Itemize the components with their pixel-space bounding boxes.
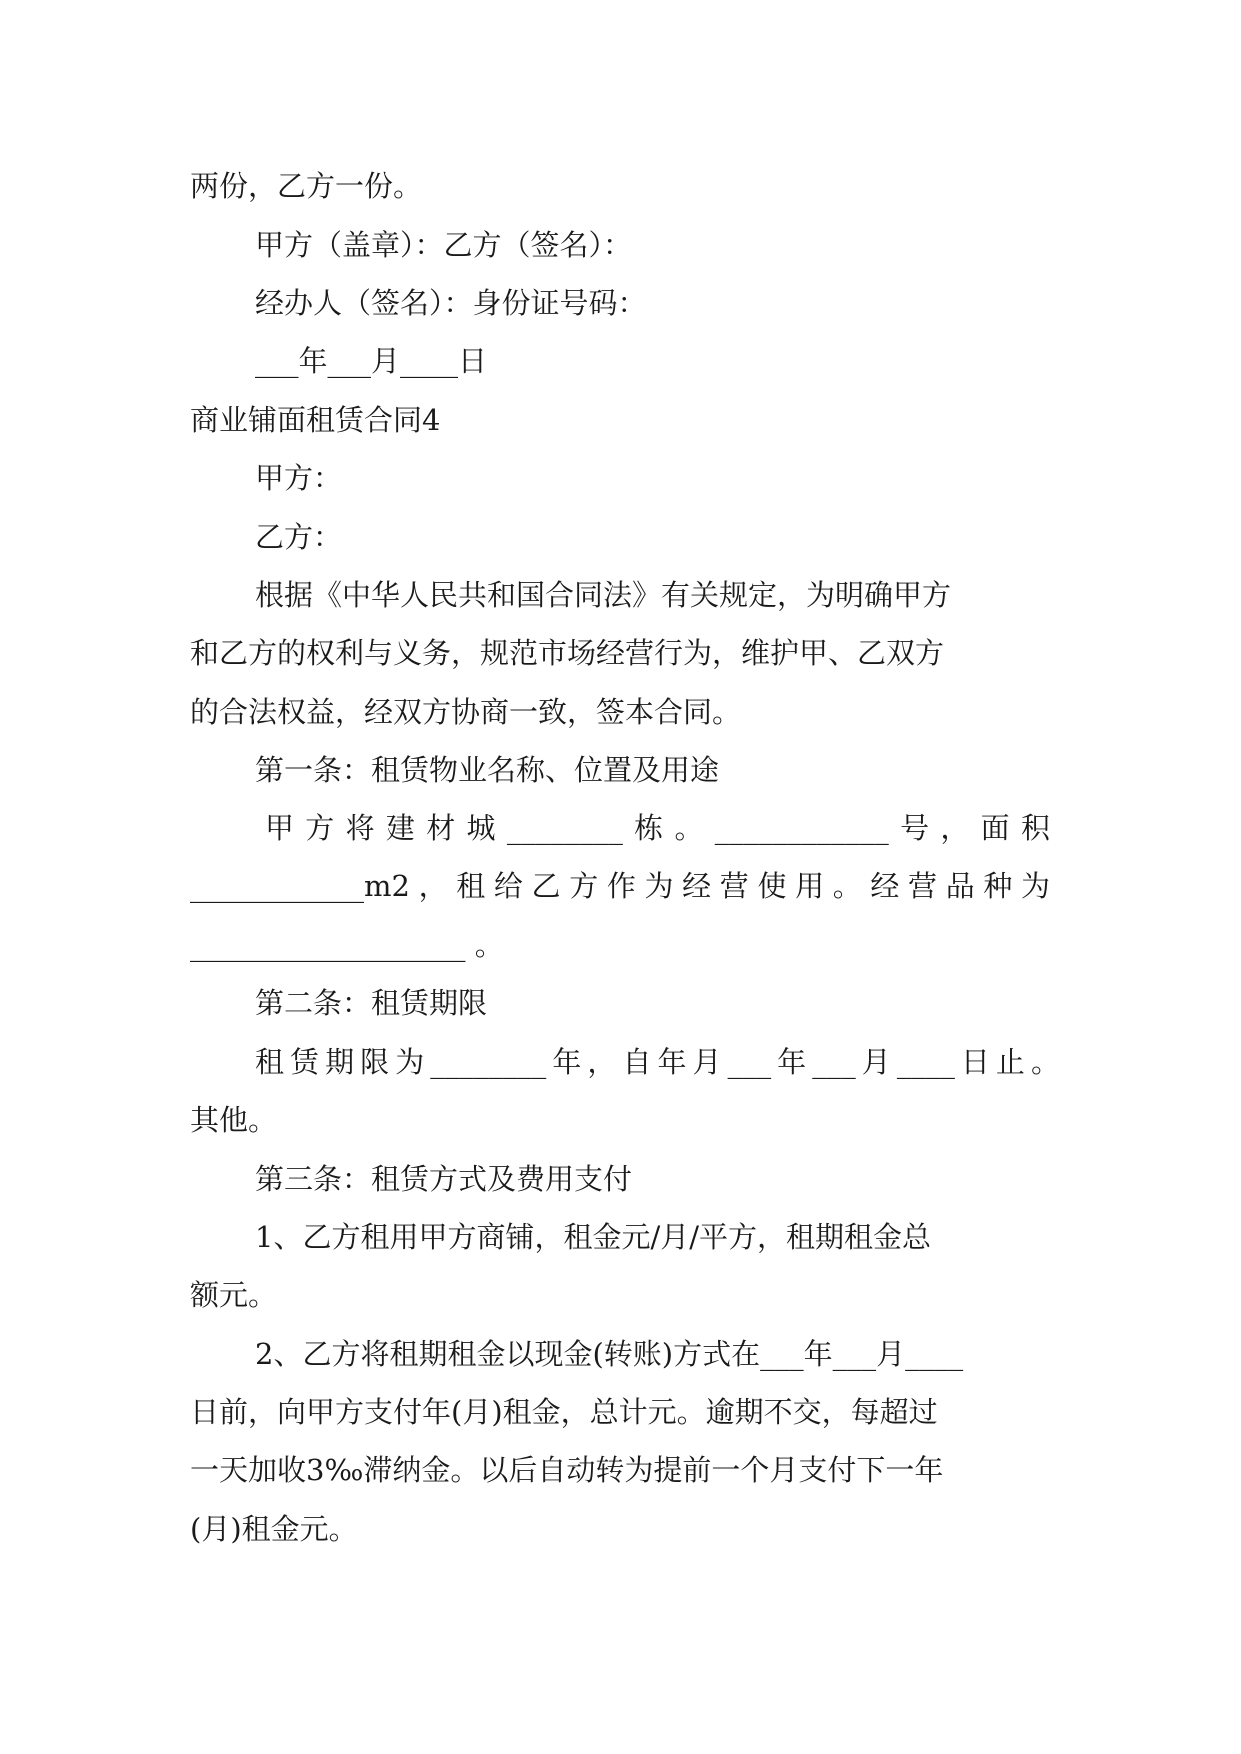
article-2-heading: 第二条：租赁期限: [255, 986, 488, 1020]
party-b-label: 乙方：: [255, 520, 343, 554]
text-line: 和乙方的权利与义务，规范市场经营行为，维护甲、乙双方: [190, 636, 945, 670]
text-line: 的合法权益，经双方协商一致，签本合同。: [190, 695, 742, 729]
date-line: ___年___月____日: [255, 344, 488, 378]
article-1-heading: 第一条：租赁物业名称、位置及用途: [255, 753, 720, 787]
text-line: 两份，乙方一份。: [190, 169, 423, 203]
text-line: 根据《中华人民共和国合同法》有关规定，为明确甲方: [255, 578, 952, 612]
text-line: 租赁期限为________年，自年月___年___月____日止。: [255, 1045, 1060, 1079]
signature-line-parties: 甲方（盖章）：乙方（签名）：: [255, 228, 633, 262]
text-line: (月)租金元。: [190, 1512, 358, 1546]
text-line: 额元。: [190, 1278, 278, 1312]
text-line: ___________________ 。: [190, 928, 504, 962]
text-line: 其他。: [190, 1103, 278, 1137]
text-line: 一天加收3‰滞纳金。以后自动转为提前一个月支付下一年: [190, 1453, 944, 1487]
text-line: 1、乙方租用甲方商铺，租金元/月/平方，租期租金总: [255, 1220, 931, 1254]
article-3-heading: 第三条：租赁方式及费用支付: [255, 1162, 633, 1196]
text-line: ____________m2，租给乙方作为经营使用。经营品种为: [190, 869, 1050, 903]
text-line: 2、乙方将租期租金以现金(转账)方式在___年___月____: [255, 1337, 964, 1371]
contract-title: 商业铺面租赁合同4: [190, 403, 441, 437]
text-line: 甲方将建材城________栋。____________号，面积: [265, 811, 1050, 845]
party-a-label: 甲方：: [255, 461, 343, 495]
signature-line-agent: 经办人（签名）：身份证号码：: [255, 286, 647, 320]
text-line: 日前，向甲方支付年(月)租金，总计元。逾期不交，每超过: [190, 1395, 938, 1429]
